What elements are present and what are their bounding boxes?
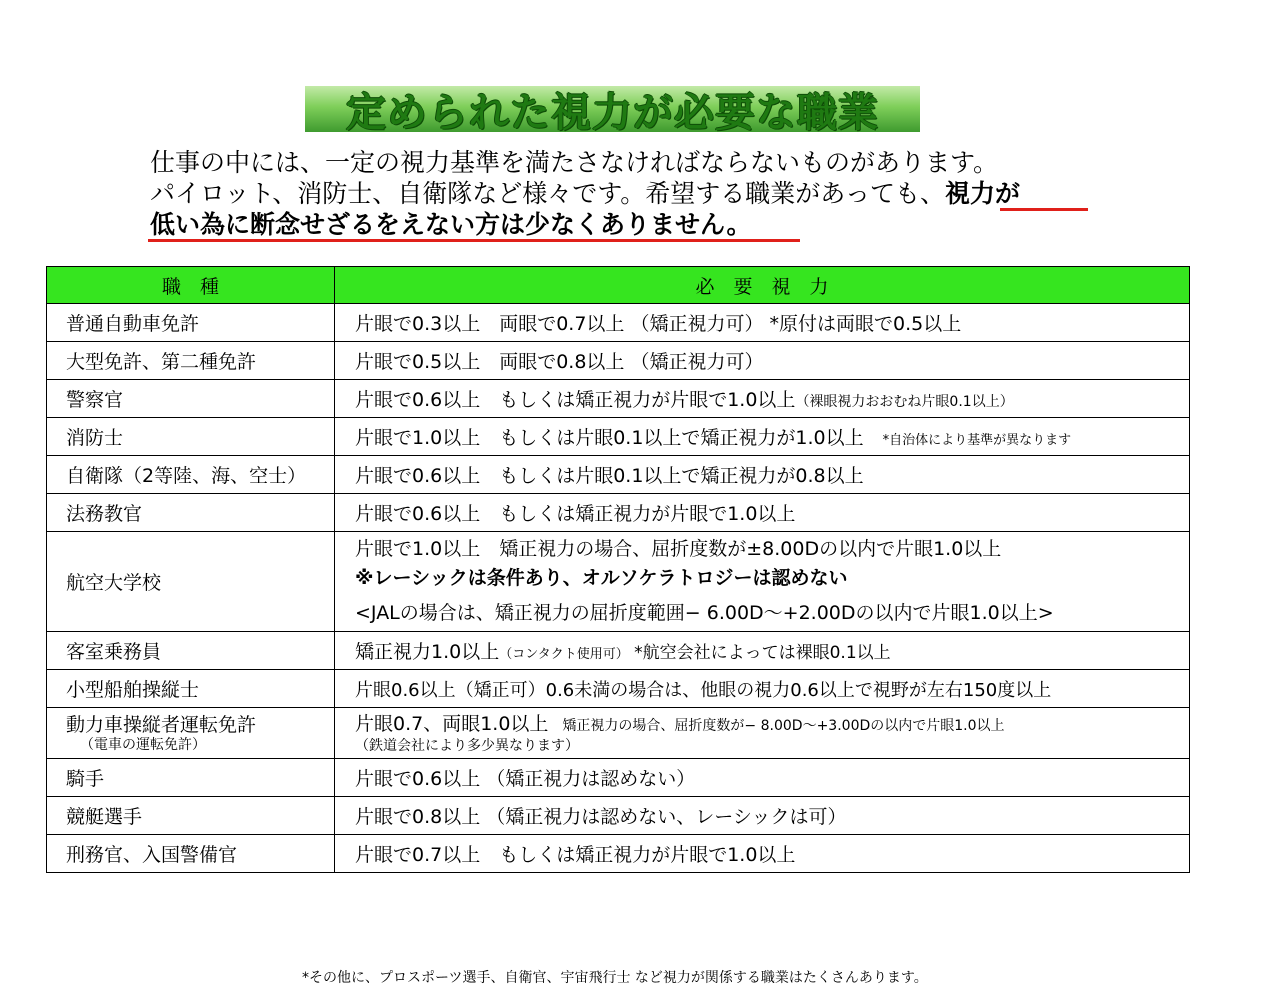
table-row [47,342,1190,380]
intro-line-3-emphasis: 低い為に断念せざるをえない方は少なくありません。 [150,210,752,239]
job-cell: 法務教官 [47,494,335,532]
requirement-cell [335,380,1190,418]
job-cell: 競艇選手 [47,797,335,835]
job-cell [47,708,335,759]
requirement-line [355,712,1189,738]
intro-line-1: 仕事の中には、一定の視力基準を満たさなければならないものがあります。 [150,148,999,177]
table-row [47,456,1190,494]
job-cell: 普通自動車免許 [47,304,335,342]
requirement-cell [335,632,1190,670]
requirement-cell: 片眼で0.6以上 もしくは矯正視力が片眼で1.0以上 [335,494,1190,532]
requirement-cell: 片眼で0.6以上 （矯正視力は認めない） [335,759,1190,797]
requirement-line: <JALの場合は、矯正視力の屈折度範囲− 6.00D〜+2.00Dの以内で片眼1.0以上> [355,602,1054,624]
requirement-sub: （鉄道会社により多少異なります） [355,738,579,754]
table-header-row [47,267,1190,304]
requirement-cell [335,418,1190,456]
requirement-note: 矯正視力の場合、屈折度数が− 8.00D〜+3.00Dの以内で片眼1.0以上 [548,718,1005,734]
table-row [47,797,1190,835]
table-row [47,835,1190,873]
job-cell: 小型船舶操縦士 [47,670,335,708]
table-row [47,532,1190,632]
job-cell: 警察官 [47,380,335,418]
requirement-cell: 片眼で0.5以上 両眼で0.8以上 （矯正視力可） [335,342,1190,380]
job-cell: 客室乗務員 [47,632,335,670]
page-title: 定められた視力が必要な職業 [346,89,879,136]
requirement-tail: *航空会社によっては裸眼0.1以上 [628,643,891,663]
requirement-text: 片眼0.7、両眼1.0以上 [355,713,549,735]
requirement-note: *自治体により基準が異なります [882,433,1072,448]
intro-line-2-text: パイロット、消防士、自衛隊など様々です。希望する職業があっても、 [150,179,946,208]
requirement-cell [335,532,1190,632]
requirement-note: （コンタクト使用可） [499,647,629,662]
intro-paragraph [150,147,1130,240]
job-subname: （電車の運転免許） [80,737,206,753]
title-banner [305,86,920,136]
job-cell: 刑務官、入国警備官 [47,835,335,873]
job-cell: 消防士 [47,418,335,456]
job-cell: 騎手 [47,759,335,797]
requirement-cell: 片眼で0.3以上 両眼で0.7以上 （矯正視力可） *原付は両眼で0.5以上 [335,304,1190,342]
vision-requirements-table [46,266,1190,873]
job-name: 動力車操縦者運転免許 [66,714,257,736]
requirement-cell: 片眼0.6以上（矯正可）0.6未満の場合は、他眼の視力0.6以上で視野が左右150度以上 [335,670,1190,708]
requirement-text: 片眼で0.6以上 もしくは矯正視力が片眼で1.0以上 [355,389,796,411]
requirement-cell: 片眼で0.6以上 もしくは片眼0.1以上で矯正視力が0.8以上 [335,456,1190,494]
underline-red-1 [1000,208,1088,211]
job-cell: 航空大学校 [47,532,335,632]
requirement-text: 片眼で1.0以上 もしくは片眼0.1以上で矯正視力が1.0以上 [355,427,883,449]
table-row [47,494,1190,532]
requirement-cell [335,708,1190,759]
requirement-line-bold: ※レーシックは条件あり、オルソケラトロジーは認めない [355,567,848,589]
intro-line-2 [150,178,1130,209]
job-cell: 大型免許、第二種免許 [47,342,335,380]
table-row [47,708,1190,759]
table-row [47,670,1190,708]
footnote: *その他に、プロスポーツ選手、自衛官、宇宙飛行士 など視力が関係する職業はたくさんあります。 [302,970,928,986]
table-row [47,759,1190,797]
header-job: 職 種 [47,267,335,304]
intro-line-2-emphasis: 視力が [945,179,1021,208]
table-row [47,380,1190,418]
requirement-text: 矯正視力1.0以上 [355,641,500,663]
requirement-cell: 片眼で0.8以上 （矯正視力は認めない、レーシックは可） [335,797,1190,835]
requirement-cell: 片眼で0.7以上 もしくは矯正視力が片眼で1.0以上 [335,835,1190,873]
header-vision: 必 要 視 力 [335,267,1190,304]
job-cell: 自衛隊（2等陸、海、空士） [47,456,335,494]
requirement-line: 片眼で1.0以上 矯正視力の場合、屈折度数が±8.00Dの以内で片眼1.0以上 [355,538,1002,560]
requirement-note: （裸眼視力おおむね片眼0.1以上） [795,394,1014,410]
table-row [47,418,1190,456]
table-row [47,304,1190,342]
underline-red-2 [148,239,800,242]
table-row [47,632,1190,670]
